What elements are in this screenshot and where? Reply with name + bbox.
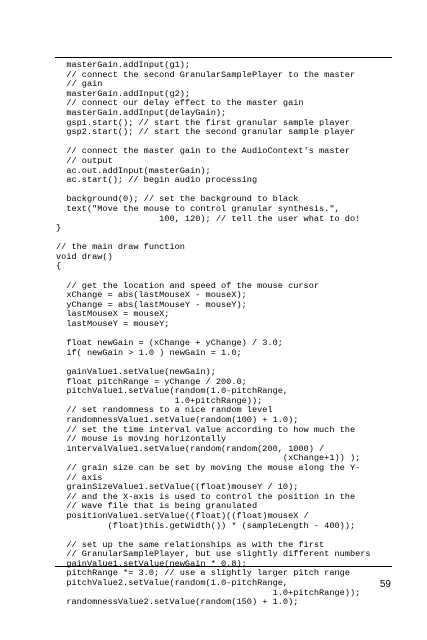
code-line: ac.start(); // begin audio processing (56, 175, 258, 186)
code-line: // set up the same relationships as with the first (56, 539, 325, 550)
code-line: // set the time interval value according to how much the (56, 424, 356, 435)
code-line: 100, 120); // tell the user what to do! (56, 213, 361, 224)
code-line: // mouse is moving horizontally (56, 434, 227, 445)
code-listing (56, 61, 396, 608)
code-line: (float)this.getWidth()) * (sampleLength - 400)); (56, 520, 356, 531)
code-line: pitchValue2.setValue(random(1.0-pitchRange, (56, 578, 289, 589)
code-line: grainSizeValue1.setValue((float)mouseY / 10); (56, 482, 299, 493)
code-line: // connect the second GranularSamplePlayer to the master (56, 69, 356, 80)
code-line: float pitchRange = yChange / 200.0; (56, 376, 247, 387)
code-line: 1.0+pitchRange)); (56, 587, 361, 598)
code-line: (xChange+1)) ); (56, 453, 361, 464)
code-line: gsp1.start(); // start the first granular sample player (56, 117, 350, 128)
code-line: // connect our delay effect to the master gain (56, 98, 304, 109)
bottom-rule (55, 566, 392, 567)
code-line: { (56, 261, 62, 272)
code-line: pitchValue1.setValue(random(1.0-pitchRange, (56, 386, 289, 397)
code-line: randomnessValue1.setValue(random(100) + 1.0); (56, 414, 299, 425)
code-line: // grain size can be set by moving the mouse along the Y- (56, 462, 361, 473)
code-line: // wave file that is being granulated (56, 501, 258, 512)
code-line: // get the location and speed of the mouse cursor (56, 280, 320, 291)
code-line: gainValue1.setValue(newGain * 0.8); (56, 558, 247, 569)
code-line: lastMouseX = mouseX; (56, 309, 170, 320)
code-line: void draw() (56, 251, 113, 262)
code-line: positionValue1.setValue((float)((float)mouseX / (56, 510, 309, 521)
code-line: // the main draw function (56, 242, 185, 253)
code-line: // output (56, 155, 113, 166)
code-line: // and the X-axis is used to control the position in the (56, 491, 356, 502)
code-line: gainValue1.setValue(newGain); (56, 367, 216, 377)
code-line: gsp2.start(); // start the second granular sample player (56, 127, 356, 138)
code-line: yChange = abs(lastMouseY - mouseY); (56, 299, 247, 310)
code-line: lastMouseY = mouseY; (56, 319, 170, 330)
code-line: ac.out.addInput(masterGain); (56, 165, 211, 176)
code-line: pitchRange *= 3.0; // use a slightly larger pitch range (56, 568, 350, 579)
code-line: // axis (56, 472, 103, 483)
code-line: masterGain.addInput(g2); (56, 88, 191, 99)
code-line: // GranularSamplePlayer, but use slightly different numbers (56, 549, 371, 560)
code-line: randomnessValue2.setValue(random(150) + 1.0); (56, 597, 299, 608)
code-line: // connect the master gain to the AudioContext's master (56, 146, 350, 157)
code-line: background(0); // set the background to black (56, 194, 299, 205)
page-number: 59 (379, 579, 391, 590)
code-line: intervalValue1.setValue(random(random(200, 1000) / (56, 443, 325, 454)
code-line: // gain (56, 79, 103, 90)
code-line: float newGain = (xChange + yChange) / 3.0; (56, 338, 283, 349)
top-rule (55, 57, 392, 58)
code-line: } (56, 223, 62, 234)
code-line: text("Move the mouse to control granular synthesis.", (56, 203, 340, 214)
code-line: masterGain.addInput(delayGain); (56, 107, 227, 118)
code-line: if( newGain > 1.0 ) newGain = 1.0; (56, 347, 242, 358)
code-line: // set randomness to a nice random level (56, 405, 273, 416)
code-line: masterGain.addInput(g1); (56, 60, 191, 70)
code-line: xChange = abs(lastMouseX - mouseX); (56, 290, 247, 301)
code-line: 1.0+pitchRange)); (56, 395, 263, 406)
